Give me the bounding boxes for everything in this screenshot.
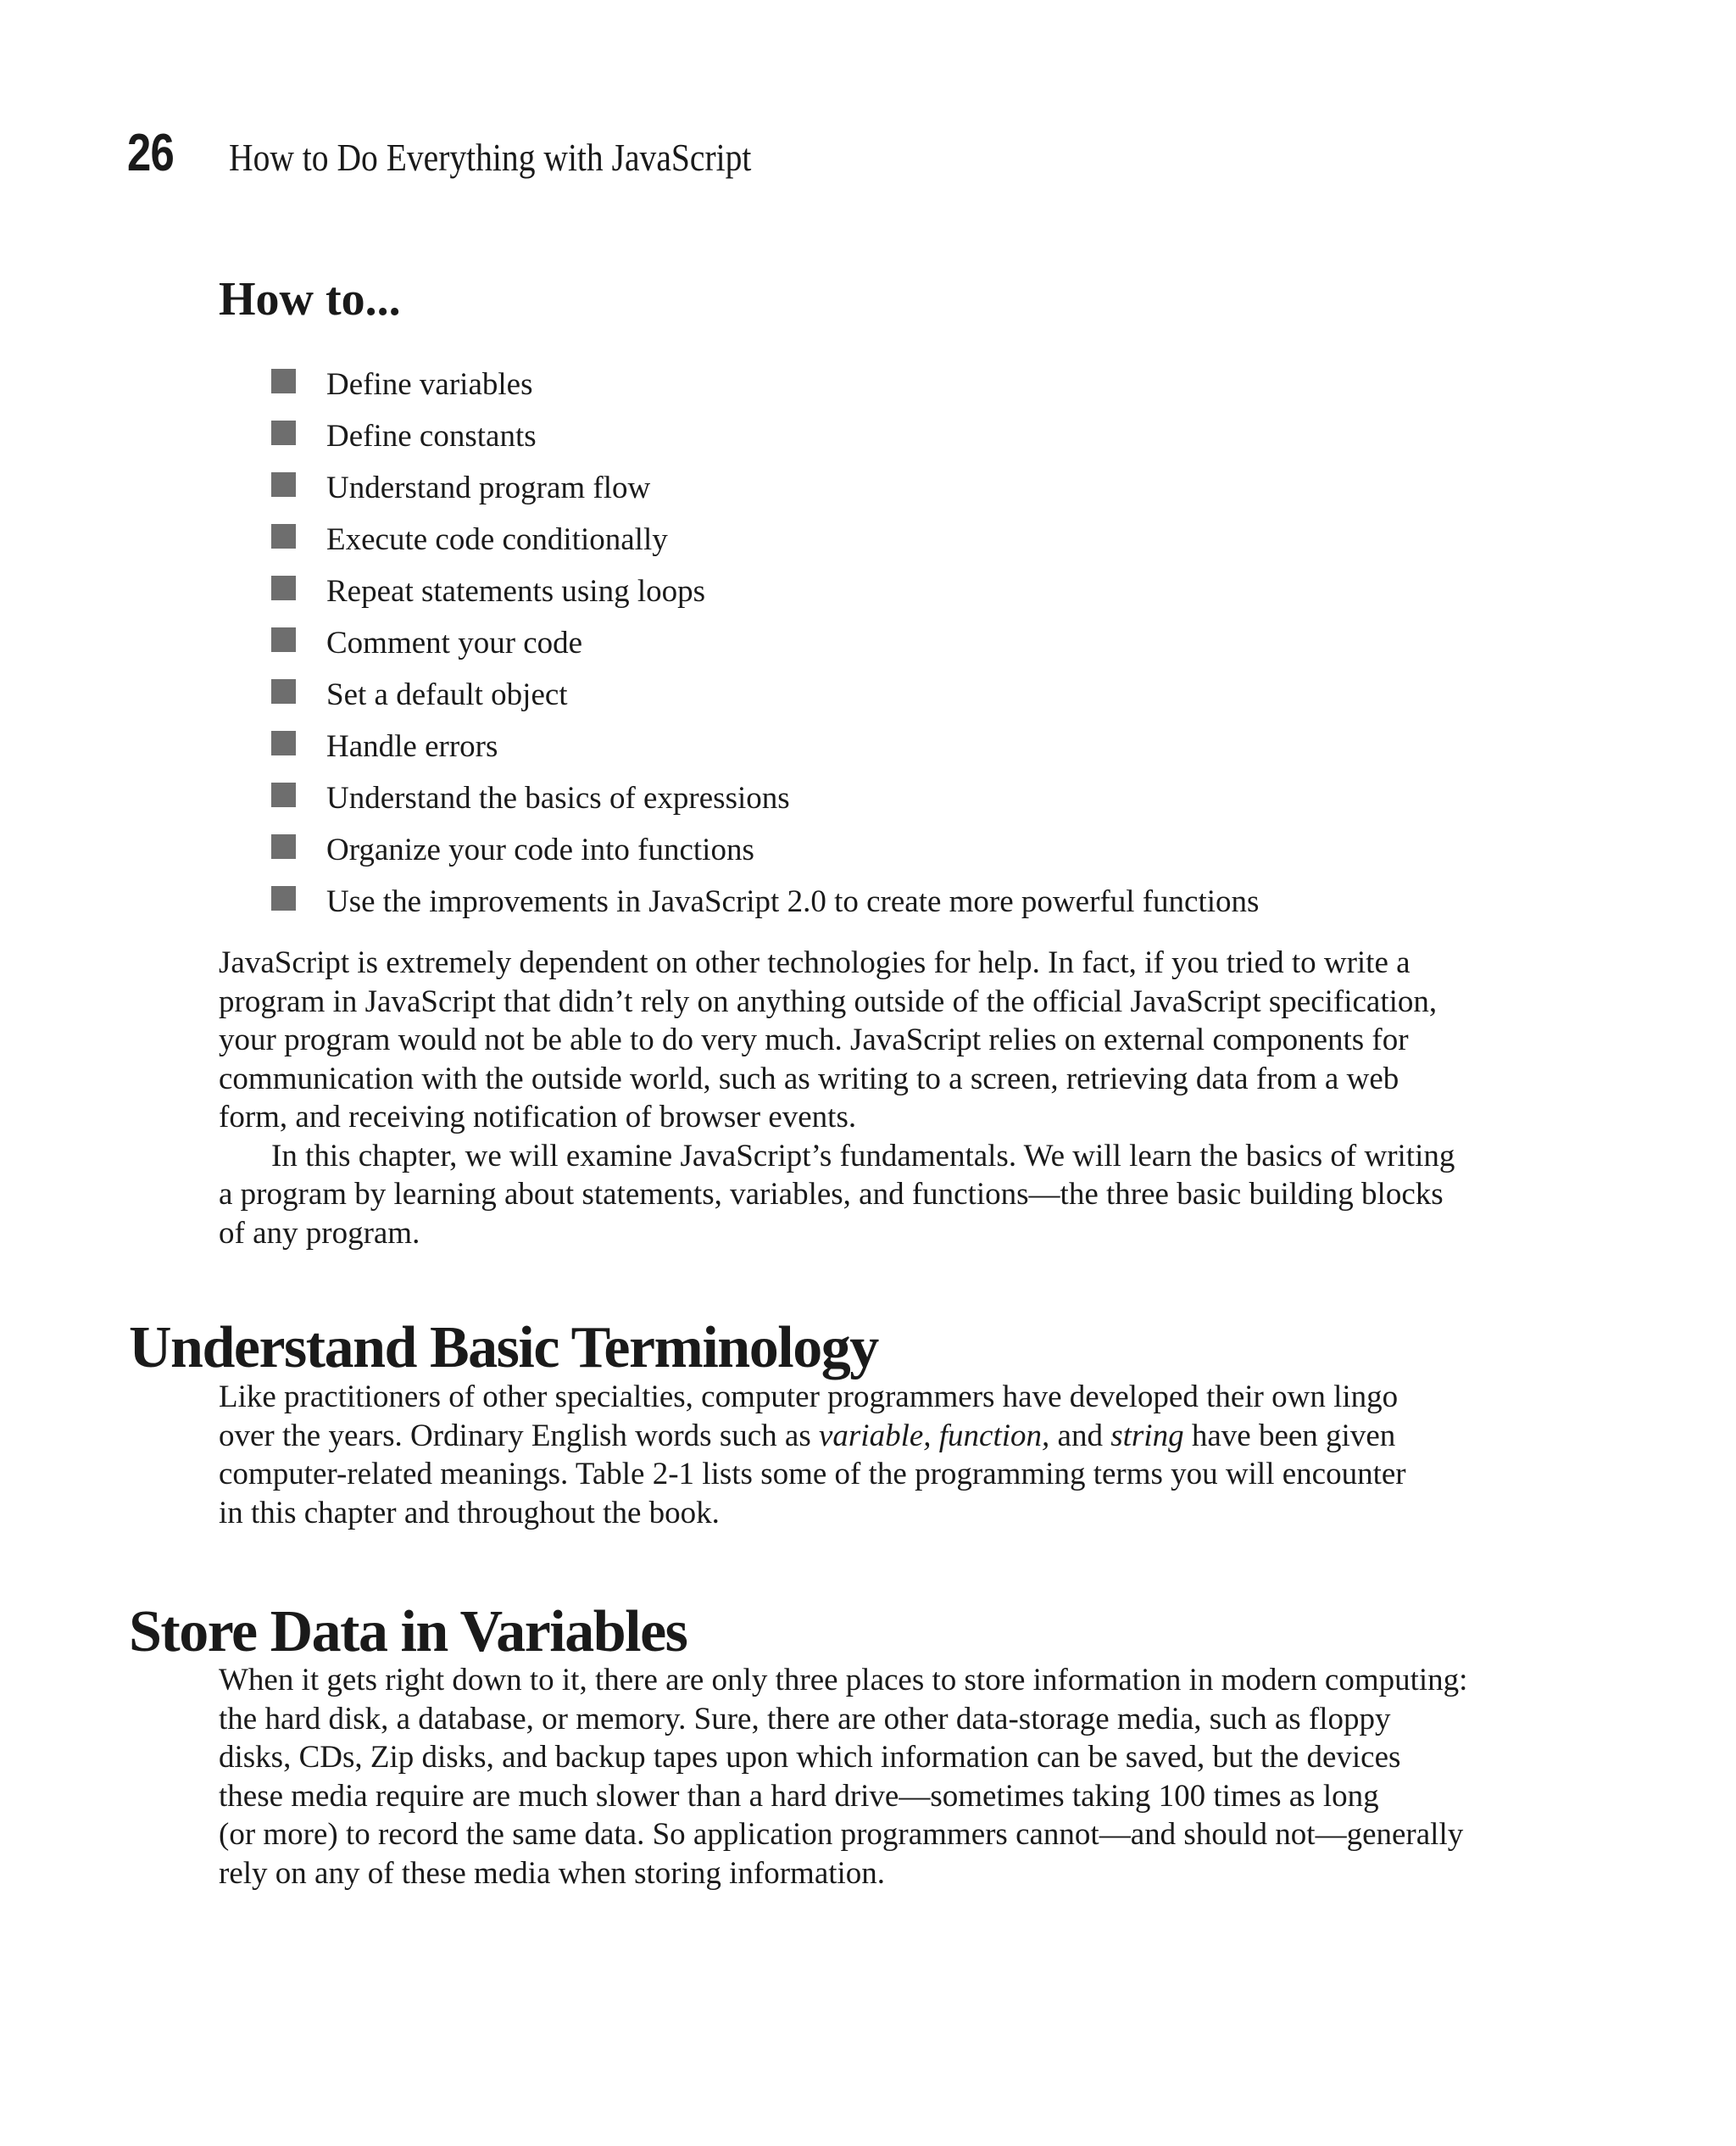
text-line: form, and receiving notification of browser events. (219, 1100, 857, 1134)
list-item (271, 772, 1259, 824)
list-item-text: Repeat statements using loops (326, 574, 706, 609)
text-run: have been given (1183, 1418, 1396, 1453)
list-item (271, 462, 1259, 514)
howto-heading: How to... (219, 273, 401, 326)
text-line: communication with the outside world, such as writing to a screen, retrieving data from a web (219, 1061, 1399, 1096)
square-bullet-icon (271, 731, 296, 755)
section-heading-variables: Store Data in Variables (129, 1599, 687, 1664)
text-run: over the years. Ordinary English words such as (219, 1418, 819, 1453)
running-head (127, 123, 837, 183)
text-line: of any program. (219, 1215, 420, 1251)
text-line: these media require are much slower than a hard drive—sometimes taking 100 times as long (219, 1778, 1379, 1814)
page-number: 26 (127, 124, 174, 182)
text-line (219, 1417, 1490, 1456)
list-item (271, 721, 1259, 772)
howto-list (271, 359, 1259, 928)
square-bullet-icon (271, 576, 296, 600)
text-run: and (1049, 1418, 1111, 1453)
square-bullet-icon (271, 627, 296, 652)
list-item (271, 824, 1259, 876)
text-line: in this chapter and throughout the book. (219, 1495, 720, 1530)
square-bullet-icon (271, 783, 296, 807)
intro-section (219, 944, 1490, 1252)
text-line: a program by learning about statements, variables, and functions—the three basic building blocks (219, 1177, 1444, 1212)
book-title: How to Do Everything with JavaScript (229, 136, 752, 179)
list-item-text: Define constants (326, 419, 537, 454)
terminology-section (219, 1378, 1490, 1532)
list-item-text: Understand program flow (326, 471, 651, 505)
intro-paragraph-2 (219, 1137, 1490, 1253)
text-line: your program would not be able to do very much. JavaScript relies on external components for (219, 1023, 1409, 1057)
text-line: Like practitioners of other specialties, computer programmers have developed their own lingo (219, 1380, 1399, 1414)
list-item-text: Handle errors (326, 729, 498, 764)
section-heading-terminology: Understand Basic Terminology (129, 1315, 878, 1380)
list-item (271, 514, 1259, 566)
text-line: When it gets right down to it, there are only three places to store information in modern computing: (219, 1663, 1468, 1697)
terminology-paragraph (219, 1378, 1490, 1532)
square-bullet-icon (271, 834, 296, 859)
square-bullet-icon (271, 886, 296, 911)
list-item (271, 566, 1259, 617)
text-line: program in JavaScript that didn’t rely on anything outside of the official JavaScript specification, (219, 984, 1438, 1019)
list-item (271, 876, 1259, 928)
square-bullet-icon (271, 524, 296, 549)
list-item-text: Execute code conditionally (326, 522, 668, 557)
square-bullet-icon (271, 369, 296, 393)
list-item-text: Organize your code into functions (326, 833, 754, 867)
variables-section (219, 1661, 1490, 1892)
variables-paragraph (219, 1661, 1490, 1892)
square-bullet-icon (271, 421, 296, 445)
square-bullet-icon (271, 679, 296, 704)
text-line: (or more) to record the same data. So application programmers cannot—and should not—generally (219, 1817, 1464, 1852)
text-line: rely on any of these media when storing information. (219, 1855, 886, 1891)
list-item-text: Set a default object (326, 677, 568, 712)
italic-term: string (1110, 1418, 1184, 1453)
intro-paragraph-1 (219, 944, 1490, 1137)
square-bullet-icon (271, 472, 296, 497)
text-line: JavaScript is extremely dependent on other technologies for help. In fact, if you tried to write a (219, 945, 1410, 980)
list-item (271, 410, 1259, 462)
list-item-text: Understand the basics of expressions (326, 781, 790, 816)
list-item-text: Define variables (326, 367, 533, 402)
text-line: In this chapter, we will examine JavaScript’s fundamentals. We will learn the basics of writing (271, 1138, 1455, 1173)
text-line: computer-related meanings. Table 2-1 lists some of the programming terms you will encounter (219, 1457, 1406, 1491)
text-line: disks, CDs, Zip disks, and backup tapes upon which information can be saved, but the devices (219, 1740, 1401, 1775)
list-item-text: Comment your code (326, 626, 583, 661)
list-item (271, 669, 1259, 721)
list-item (271, 359, 1259, 410)
text-line: the hard disk, a database, or memory. Sure, there are other data-storage media, such as floppy (219, 1701, 1391, 1736)
italic-term: variable, function, (818, 1418, 1050, 1453)
list-item (271, 617, 1259, 669)
list-item-text: Use the improvements in JavaScript 2.0 to create more powerful functions (326, 884, 1260, 919)
